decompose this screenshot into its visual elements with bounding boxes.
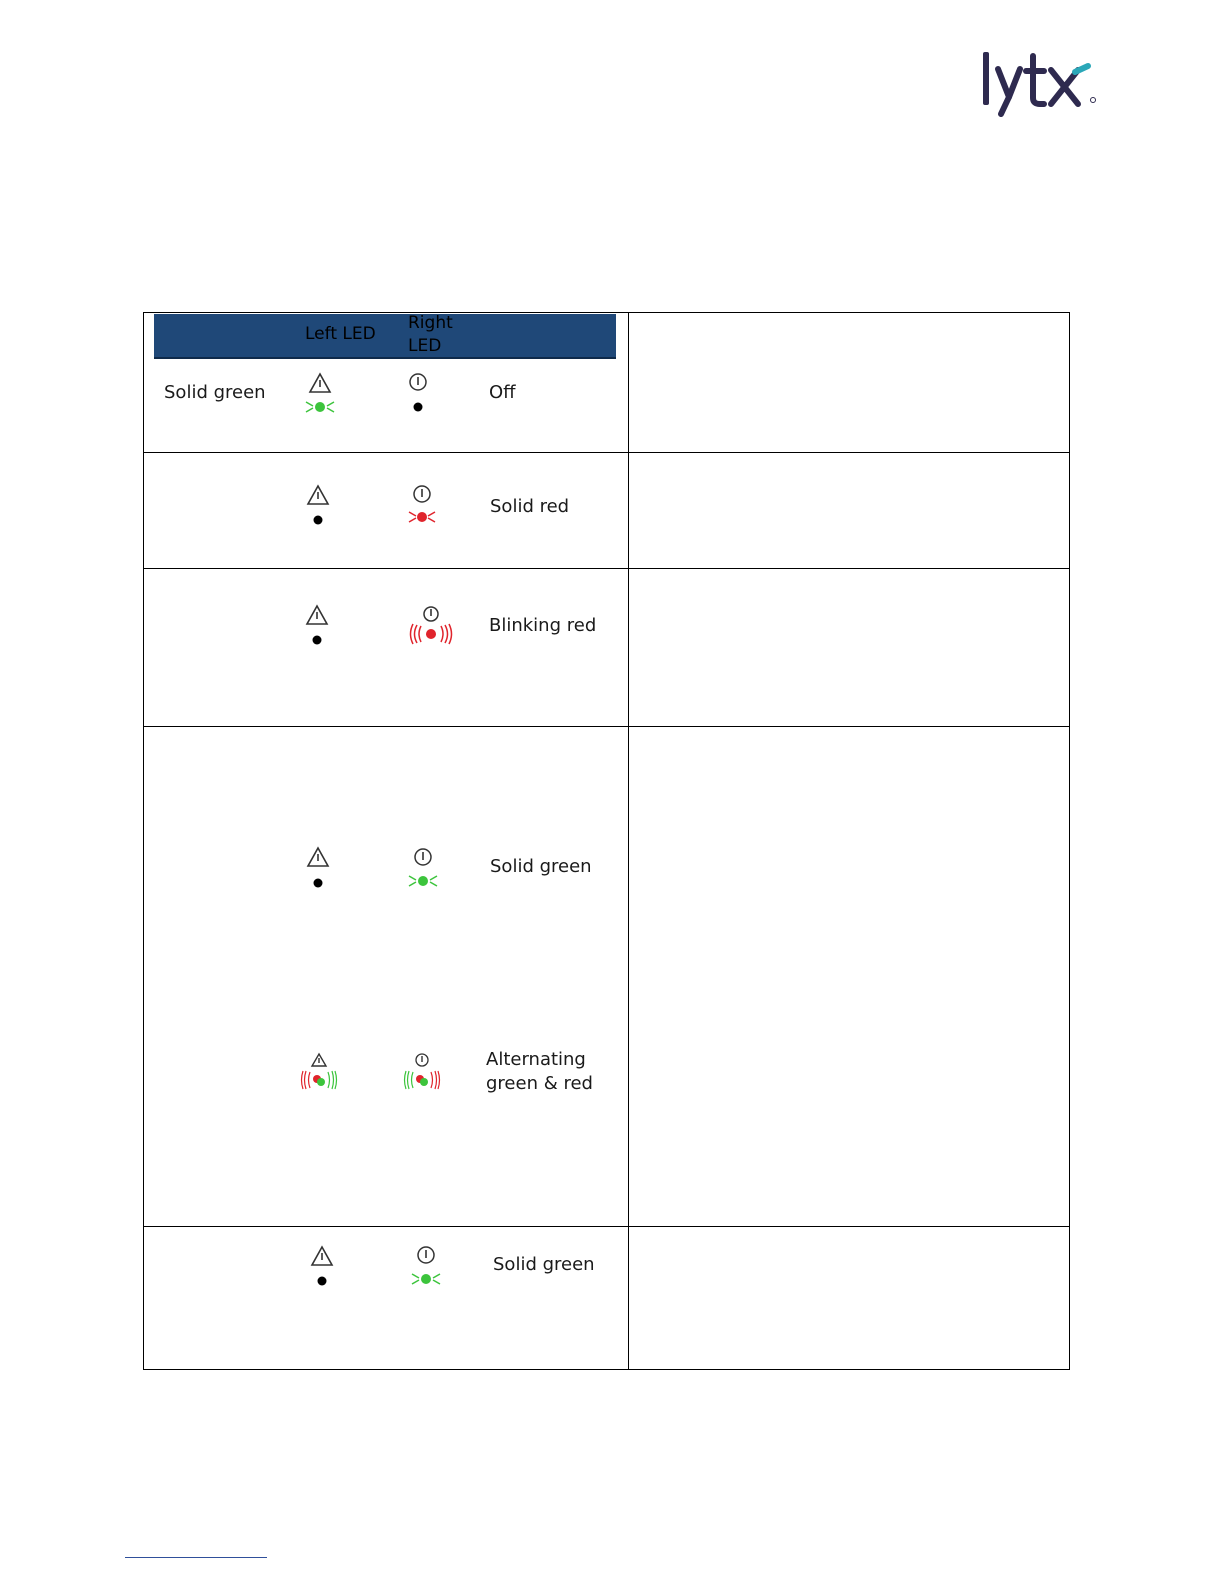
- led-state-label: Solid red: [490, 496, 570, 517]
- power-icon-solid-green: [406, 1244, 446, 1294]
- header-left-led: Left LED: [305, 324, 376, 344]
- warning-icon-off: [302, 1244, 342, 1294]
- led-cell: [144, 313, 629, 453]
- description-cell: [629, 1227, 1070, 1370]
- footnote-rule: [125, 1557, 267, 1558]
- led-cell: [144, 727, 629, 1227]
- description-cell: [629, 569, 1070, 727]
- led-cell: [144, 569, 629, 727]
- description-cell: [629, 727, 1070, 1227]
- lytx-logo: [978, 42, 1102, 120]
- table-row: [144, 569, 1070, 727]
- power-icon-solid-green: [403, 845, 443, 895]
- led-state-label: Solid green: [490, 856, 592, 877]
- power-icon-alternating: [402, 1049, 442, 1099]
- warning-icon-off: [298, 845, 338, 895]
- table-row: [144, 727, 1070, 1227]
- power-icon-solid-red: [402, 483, 442, 533]
- warning-icon-alternating: [299, 1049, 339, 1099]
- warning-icon-solid-green: [300, 371, 340, 421]
- led-cell: [144, 1227, 629, 1370]
- led-state-label: Alternating green & red: [486, 1049, 593, 1094]
- table-row: [144, 453, 1070, 569]
- led-state-label: Solid green: [493, 1254, 595, 1275]
- power-icon-blinking-red: [406, 603, 456, 653]
- warning-icon-off: [297, 603, 337, 653]
- description-cell: [629, 313, 1070, 453]
- table-row: [144, 1227, 1070, 1370]
- header-right-led: Right LED: [408, 313, 453, 356]
- led-cell: [144, 453, 629, 569]
- led-status-table: [143, 312, 1070, 1370]
- description-cell: [629, 453, 1070, 569]
- warning-icon-off: [298, 483, 338, 533]
- led-state-label: Off: [489, 382, 516, 403]
- table-row: [144, 313, 1070, 453]
- mode-label: Solid green: [164, 382, 266, 403]
- table-header-bar: [154, 314, 616, 359]
- led-state-label: Blinking red: [489, 615, 597, 636]
- power-icon-off: [398, 371, 438, 421]
